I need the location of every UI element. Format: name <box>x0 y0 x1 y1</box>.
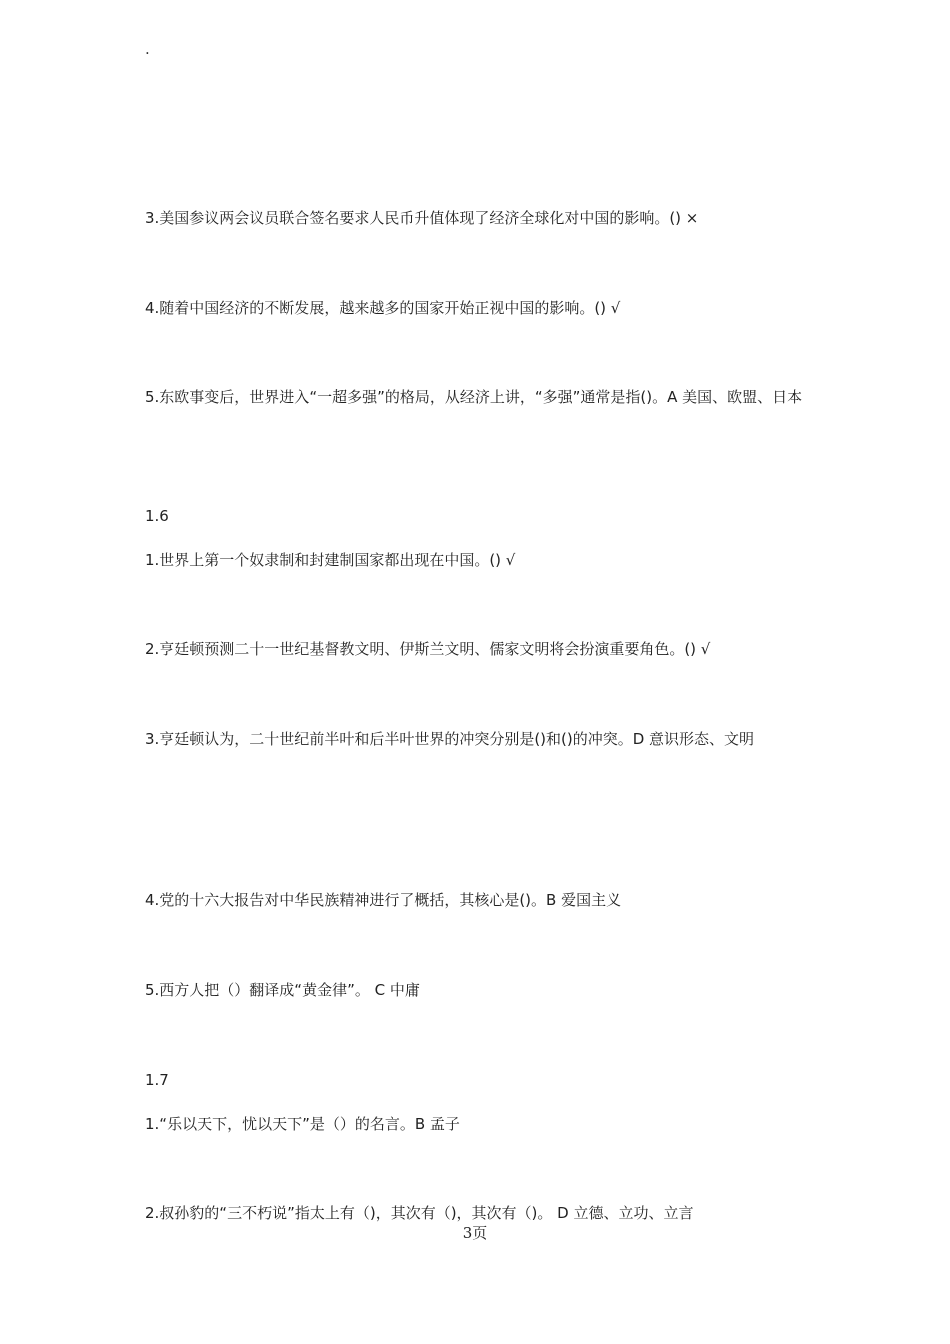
page-number: 3页 <box>462 1224 488 1242</box>
header-mark: . <box>145 40 150 58</box>
question-line: 2.亨廷顿预测二十一世纪基督教文明、伊斯兰文明、儒家文明将会扮演重要角色。() √ <box>145 640 711 658</box>
question-line: 1.“乐以天下，忧以天下”是（）的名言。B 孟子 <box>145 1115 460 1133</box>
section-heading: 1.7 <box>145 1071 169 1089</box>
section-heading: 1.6 <box>145 507 169 525</box>
question-line: 2.叔孙豹的“三不朽说”指太上有（)，其次有（)，其次有（)。 D 立德、立功、立言 <box>145 1204 694 1222</box>
question-line: 5.西方人把（）翻译成“黄金律”。 C 中庸 <box>145 981 420 999</box>
question-line: 3.美国参议两会议员联合签名要求人民币升值体现了经济全球化对中国的影响。() × <box>145 209 699 227</box>
question-line: 4.随着中国经济的不断发展，越来越多的国家开始正视中国的影响。() √ <box>145 299 621 317</box>
question-line: 5.东欧事变后，世界进入“一超多强”的格局，从经济上讲，“多强”通常是指()。A 美国、欧盟、日本 <box>145 388 803 406</box>
question-line: 1.世界上第一个奴隶制和封建制国家都出现在中国。() √ <box>145 551 516 569</box>
question-line: 4.党的十六大报告对中华民族精神进行了概括，其核心是()。B 爱国主义 <box>145 891 622 909</box>
question-line: 3.亨廷顿认为，二十世纪前半叶和后半叶世界的冲突分别是()和()的冲突。D 意识形态、文明 <box>145 730 755 748</box>
